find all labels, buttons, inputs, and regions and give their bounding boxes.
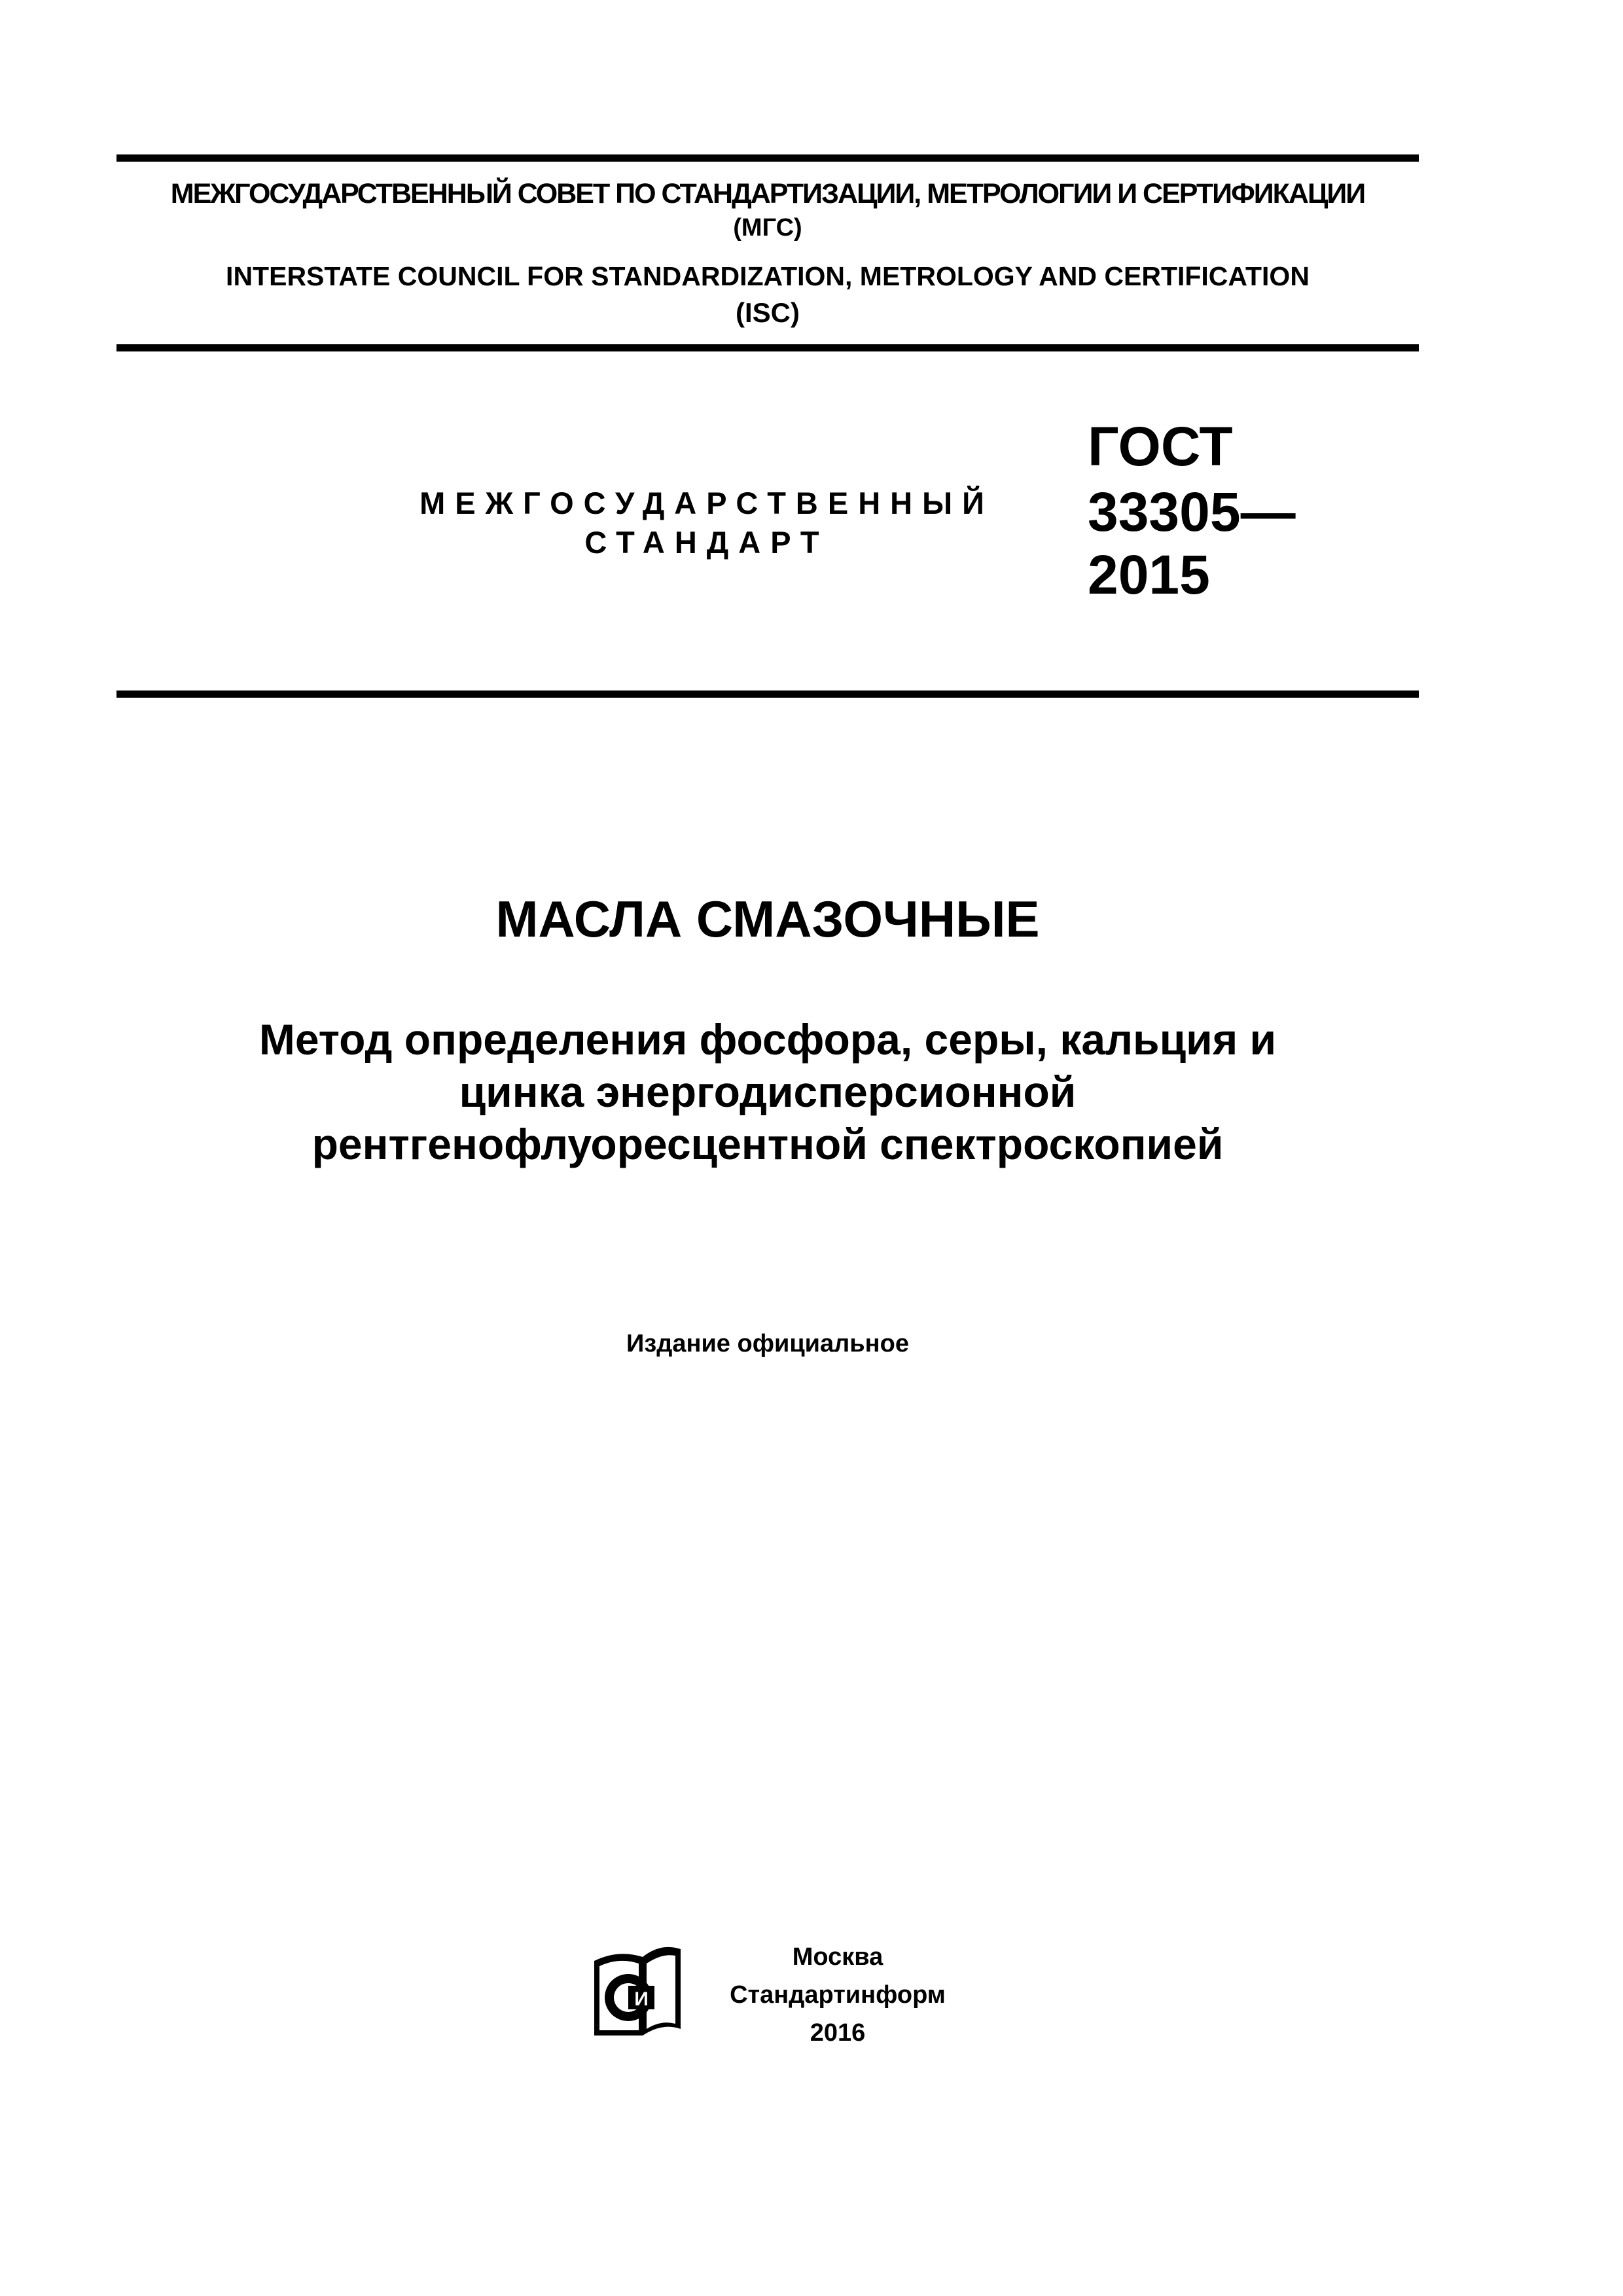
council-abbr-en: (ISC) [736, 297, 800, 328]
standard-kind-line-1: МЕЖГОСУДАРСТВЕННЫЙ [419, 486, 994, 520]
publisher-city: Москва [792, 1943, 883, 1971]
subtitle-line-2: цинка энергодисперсионной [459, 1067, 1077, 1116]
edition-label: Издание официальное [626, 1330, 909, 1357]
publisher-name: Стандартинформ [730, 1981, 946, 2009]
gost-designation-line-1: ГОСТ [1088, 416, 1233, 477]
standartinform-logo-icon [582, 1937, 687, 2042]
gost-designation-line-3: 2015 [1088, 544, 1210, 605]
header-divider-rule [116, 344, 1419, 351]
council-name-ru: МЕЖГОСУДАРСТВЕННЫЙ СОВЕТ ПО СТАНДАРТИЗАЦИИ, МЕТРОЛОГИИ И СЕРТИФИКАЦИИ [170, 178, 1365, 209]
document-title: МАСЛА СМАЗОЧНЫЕ [495, 890, 1040, 948]
publication-year: 2016 [810, 2019, 866, 2047]
subtitle-line-3: рентгенофлуоресцентной спектроскопией [312, 1120, 1224, 1168]
council-name-en: INTERSTATE COUNCIL FOR STANDARDIZATION, METROLOGY AND CERTIFICATION [226, 261, 1310, 291]
designation-divider-rule [116, 691, 1419, 698]
document-subtitle [116, 1013, 1419, 1170]
council-abbr-ru: (МГС) [733, 214, 802, 242]
standard-kind-line-2: СТАНДАРТ [584, 525, 829, 560]
top-rule [116, 154, 1419, 162]
gost-designation-line-2: 33305— [1088, 481, 1296, 543]
svg-text:И: И [634, 1988, 649, 2010]
subtitle-line-1: Метод определения фосфора, серы, кальция и [259, 1015, 1277, 1064]
